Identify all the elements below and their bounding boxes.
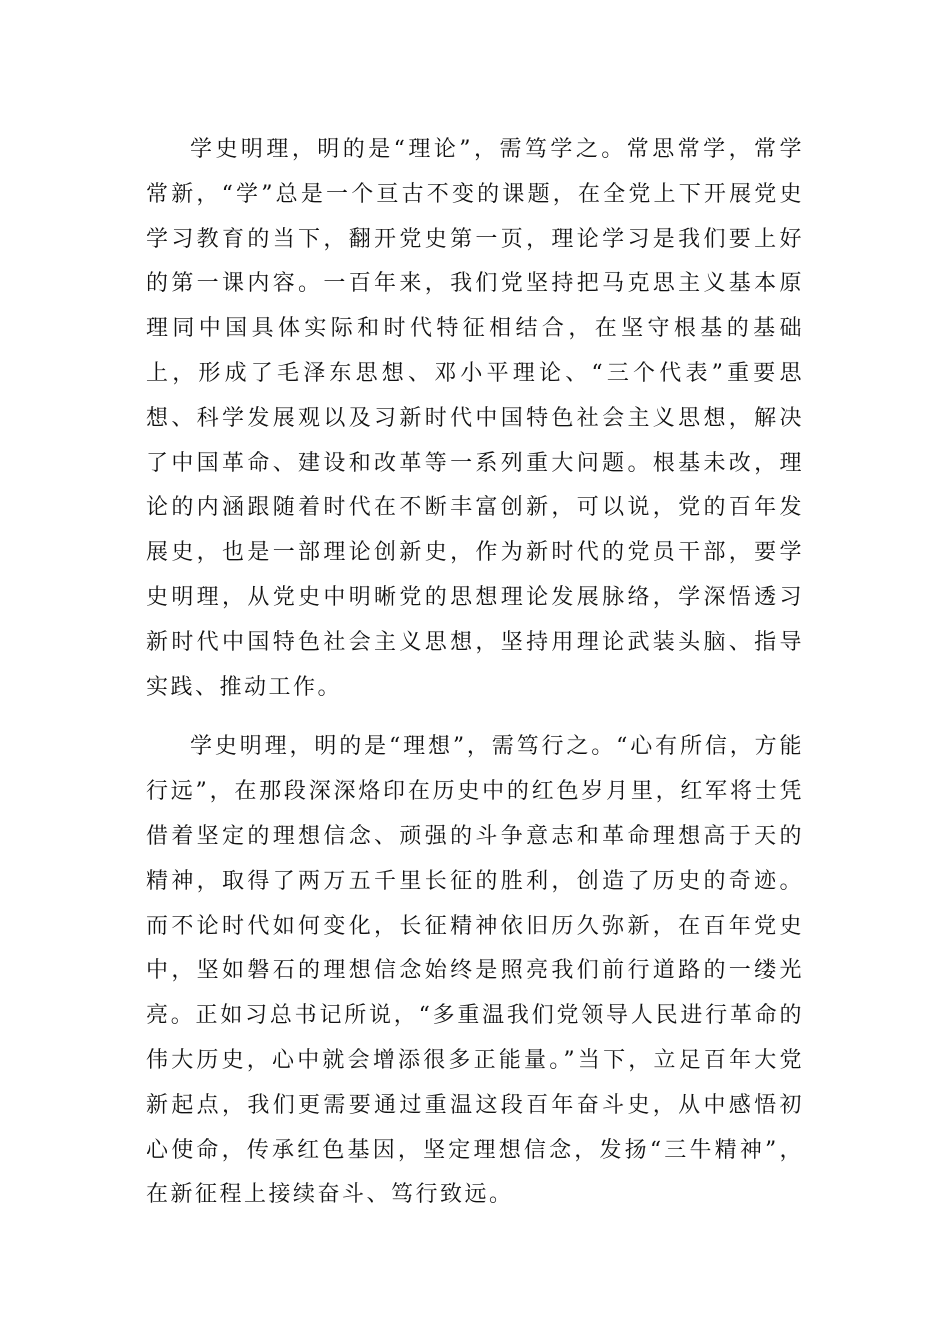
document-body [146,128,804,1218]
paragraph-theory: 学史明理，明的是“理论”，需笃学之。常思常学，常学常新，“学”总是一个亘古不变的课题，在全党上下开展党史学习教育的当下，翻开党史第一页，理论学习是我们要上好的第一课内容。一百年来，我们党坚持把马克思主义基本原理同中国具体实际和时代特征相结合，在坚守根基的基础上，形成了毛泽东思想、邓小平理论、“三个代表”重要思想、科学发展观以及习新时代中国特色社会主义思想，解决了中国革命、建设和改革等一系列重大问题。根基未改，理论的内涵跟随着时代在不断丰富创新，可以说，党的百年发展史，也是一部理论创新史，作为新时代的党员干部，要学史明理，从党史中明晰党的思想理论发展脉络，学深悟透习新时代中国特色社会主义思想，坚持用理论武装头脑、指导实践、推动工作。 [146,137,804,700]
paragraph-ideals: 学史明理，明的是“理想”，需笃行之。“心有所信，方能行远”，在那段深深烙印在历史中的红色岁月里，红军将士凭借着坚定的理想信念、顽强的斗争意志和革命理想高于天的精神，取得了两万五千里长征的胜利，创造了历史的奇迹。而不论时代如何变化，长征精神依旧历久弥新，在百年党史中，坚如磐石的理想信念始终是照亮我们前行道路的一缕光亮。正如习总书记所说，“多重温我们党领导人民进行革命的伟大历史，心中就会增添很多正能量。”当下，立足百年大党新起点，我们更需要通过重温这段百年奋斗史，从中感悟初心使命，传承红色基因，坚定理想信念，发扬“三牛精神”，在新征程上接续奋斗、笃行致远。 [146,734,804,1208]
